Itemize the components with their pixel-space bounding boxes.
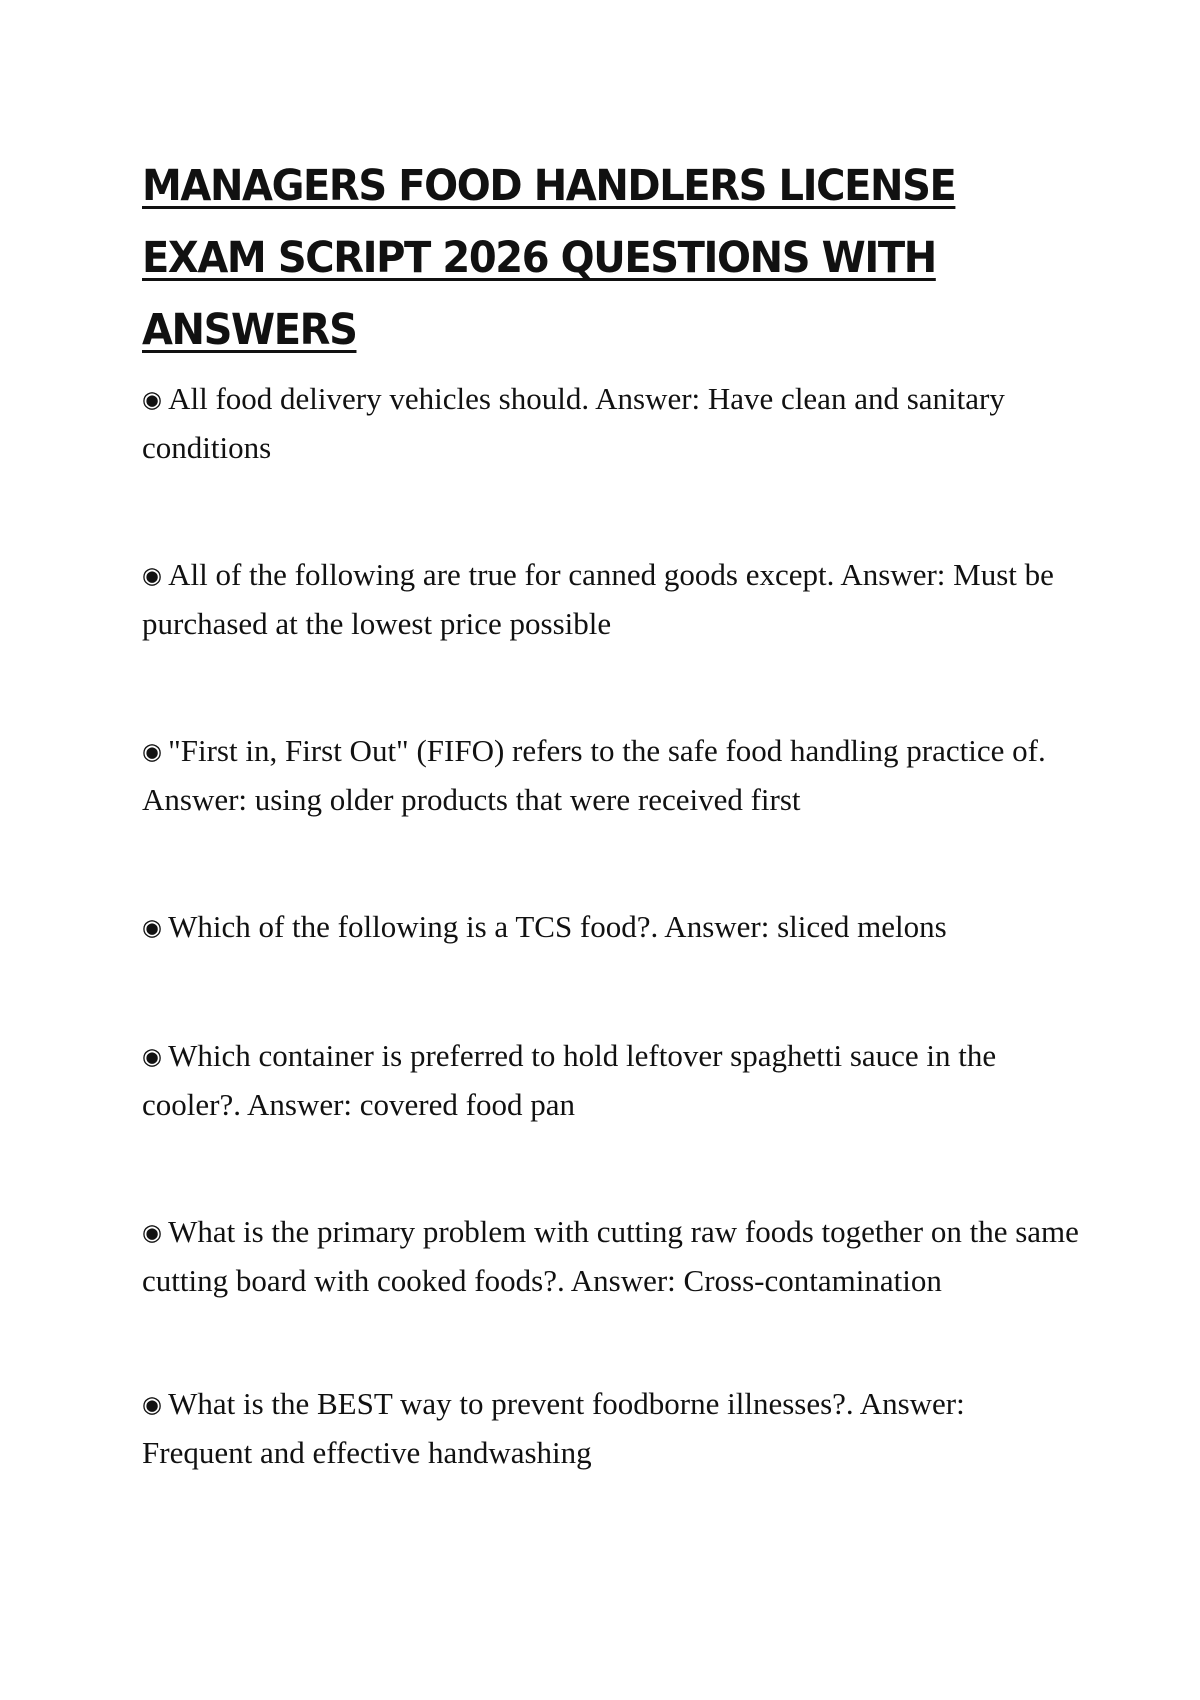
list-item bbox=[142, 903, 1082, 952]
bullet-icon: ◉ bbox=[142, 739, 163, 765]
question-answer-text: All food delivery vehicles should. Answer: Have clean and sanitary conditions bbox=[142, 381, 1005, 465]
question-answer-text: What is the primary problem with cutting raw foods together on the same cutting board with cooked foods?. Answer: Cross-contamination bbox=[142, 1214, 1079, 1298]
list-item bbox=[142, 1032, 1082, 1128]
page-title: MANAGERS FOOD HANDLERS LICENSE EXAM SCRIPT 2026 QUESTIONS WITH ANSWERS bbox=[142, 161, 956, 355]
question-answer-text: What is the BEST way to prevent foodborne illnesses?. Answer: Frequent and effective handwashing bbox=[142, 1386, 965, 1470]
list-item bbox=[142, 1208, 1082, 1304]
bullet-icon: ◉ bbox=[142, 915, 163, 941]
question-answer-list bbox=[142, 375, 1082, 1556]
question-answer-text: Which container is preferred to hold leftover spaghetti sauce in the cooler?. Answer: covered food pan bbox=[142, 1038, 997, 1122]
question-answer-text: All of the following are true for canned goods except. Answer: Must be purchased at the lowest price possible bbox=[142, 557, 1054, 641]
list-item bbox=[142, 551, 1082, 647]
bullet-icon: ◉ bbox=[142, 1220, 163, 1246]
question-answer-text: Which of the following is a TCS food?. Answer: sliced melons bbox=[168, 909, 947, 944]
list-item bbox=[142, 1380, 1082, 1476]
bullet-icon: ◉ bbox=[142, 387, 163, 413]
list-item bbox=[142, 727, 1082, 823]
bullet-icon: ◉ bbox=[142, 1044, 163, 1070]
question-answer-text: "First in, First Out" (FIFO) refers to the safe food handling practice of. Answer: using older products that were received first bbox=[142, 733, 1046, 817]
bullet-icon: ◉ bbox=[142, 1392, 163, 1418]
list-item bbox=[142, 375, 1082, 471]
bullet-icon: ◉ bbox=[142, 563, 163, 589]
